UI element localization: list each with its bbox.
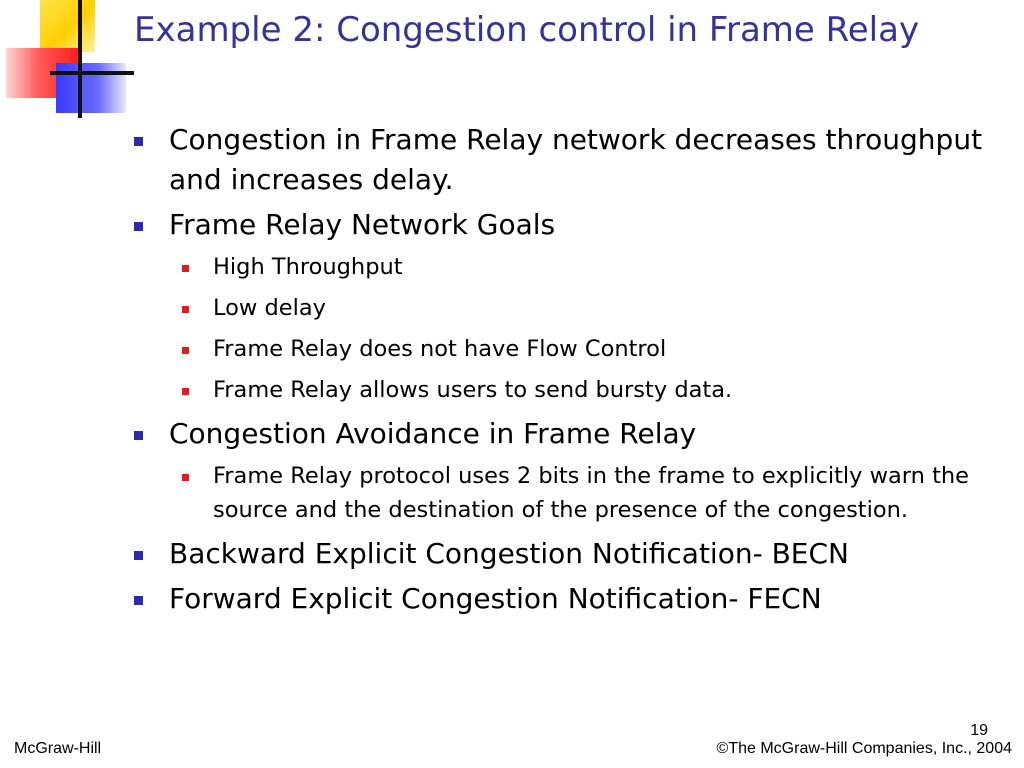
bullet-text: Backward Explicit Congestion Notification- BECN xyxy=(169,537,849,570)
bullet-text: Forward Explicit Congestion Notification- FECN xyxy=(169,582,822,615)
bullet-item xyxy=(128,534,988,574)
footer-publisher: McGraw-Hill xyxy=(14,740,102,757)
slide-logo-decoration xyxy=(0,0,140,120)
sub-bullet-item xyxy=(128,373,988,407)
slide-title: Example 2: Congestion control in Frame Relay xyxy=(134,10,920,50)
bullet-text: Frame Relay Network Goals xyxy=(169,208,556,241)
sub-bullet-text: Low delay xyxy=(213,295,326,321)
sub-bullet-list-avoidance xyxy=(128,459,988,527)
small-square-bullet-icon xyxy=(182,306,189,313)
sub-bullet-text: Frame Relay does not have Flow Control xyxy=(213,336,667,362)
bullet-text: Congestion in Frame Relay network decreases throughput and increases delay. xyxy=(169,123,983,196)
bullet-item xyxy=(128,120,988,200)
small-square-bullet-icon xyxy=(182,265,189,272)
bullet-item xyxy=(128,579,988,619)
bullet-text: Congestion Avoidance in Frame Relay xyxy=(169,417,697,450)
square-bullet-icon xyxy=(134,596,143,605)
square-bullet-icon xyxy=(134,222,143,231)
slide-content xyxy=(128,120,988,624)
sub-bullet-item xyxy=(128,250,988,284)
footer-copyright: ©The McGraw-Hill Companies, Inc., 2004 xyxy=(716,740,1012,757)
bullet-list xyxy=(128,120,988,619)
sub-bullet-list-goals xyxy=(128,250,988,407)
small-square-bullet-icon xyxy=(182,474,189,481)
logo-vertical-line xyxy=(78,0,82,118)
page-number: 19 xyxy=(970,722,988,739)
sub-bullet-text: High Throughput xyxy=(213,254,403,280)
square-bullet-icon xyxy=(134,551,143,560)
sub-bullet-text: Frame Relay allows users to send bursty data. xyxy=(213,377,733,403)
small-square-bullet-icon xyxy=(182,388,189,395)
square-bullet-icon xyxy=(134,431,143,440)
sub-bullet-item xyxy=(128,291,988,325)
logo-yellow-square xyxy=(40,0,95,52)
sub-bullet-text: Frame Relay protocol uses 2 bits in the frame to explicitly warn the source and the destination of the presence of the congestion. xyxy=(213,463,970,523)
sub-bullet-item xyxy=(128,332,988,366)
square-bullet-icon xyxy=(134,137,143,146)
bullet-item xyxy=(128,205,988,245)
sub-bullet-item xyxy=(128,459,988,527)
small-square-bullet-icon xyxy=(182,347,189,354)
logo-horizontal-line xyxy=(50,71,134,75)
bullet-item xyxy=(128,414,988,454)
